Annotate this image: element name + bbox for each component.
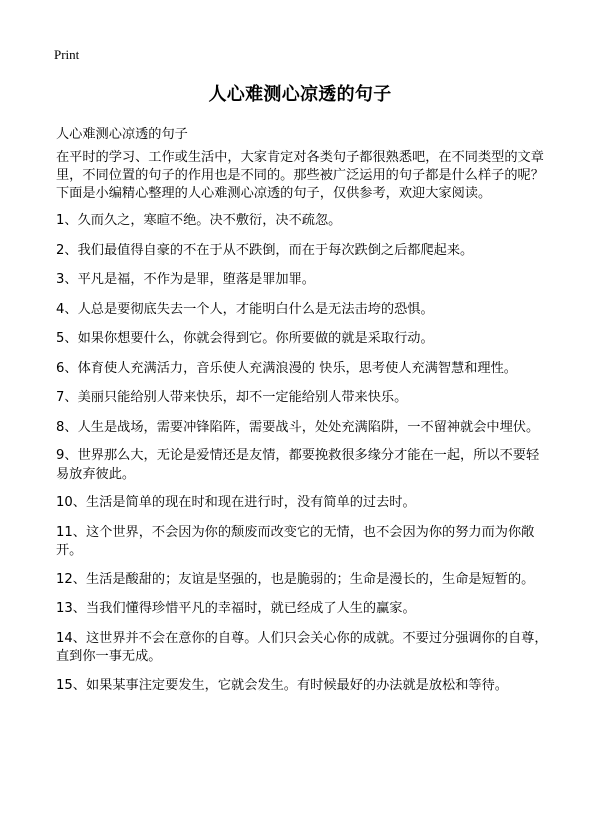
list-item: 10、生活是简单的现在时和现在进行时，没有简单的过去时。: [56, 495, 416, 510]
sentence-list: [56, 212, 552, 706]
print-link[interactable]: Print: [54, 47, 80, 62]
list-item: 15、如果某事注定要发生，它就会发生。有时候最好的办法就是放松和等待。: [56, 677, 508, 693]
list-item: 11、这个世界，不会因为你的颓废而改变它的无情，也不会因为你的努力而为你敞开。: [56, 524, 535, 558]
subtitle: 人心难测心凉透的句子: [56, 127, 188, 142]
list-item: 14、这世界并不会在意你的自尊。人们只会关心你的成就。不要过分强调你的自尊，直到你一事无成。: [56, 630, 548, 664]
list-item: 12、生活是酸甜的；友谊是坚强的，也是脆弱的；生命是漫长的，生命是短暂的。: [56, 571, 535, 587]
list-item: 5、如果你想要什么，你就会得到它。你所要做的就是采取行动。: [56, 331, 434, 346]
list-item: 9、世界那么大，无论是爱情还是友情，都要挽救很多缘分才能在一起，所以不要轻易放弃彼此。: [56, 448, 540, 482]
list-item: 3、平凡是福，不作为是罪，堕落是罪加罪。: [56, 272, 315, 287]
intro-paragraph: 在平时的学习、工作或生活中，大家肯定对各类句子都很熟悉吧，在不同类型的文章里，不同位置的句子的作用也是不同的。那些被广泛运用的句子都是什么样子的呢？下面是小编精心整理的人心难测心凉透的句子，仅供参考，欢迎大家阅读。: [56, 150, 544, 201]
list-item: 7、美丽只能给别人带来快乐，却不一定能给别人带来快乐。: [56, 390, 408, 405]
list-item: 2、我们最值得自豪的不在于从不跌倒，而在于每次跌倒之后都爬起来。: [56, 242, 474, 258]
page-title: 人心难测心凉透的句子: [208, 84, 392, 105]
list-item: 4、人总是要彻底失去一个人，才能明白什么是无法击垮的恐惧。: [56, 301, 434, 317]
list-item: 1、久而久之，寒暄不绝。决不敷衍，决不疏忽。: [56, 213, 342, 228]
list-item: 13、当我们懂得珍惜平凡的幸福时，就已经成了人生的赢家。: [56, 601, 416, 616]
list-item: 6、体育使人充满活力，音乐使人充满浪漫的 快乐，思考使人充满智慧和理性。: [56, 360, 517, 376]
list-item: 8、人生是战场，需要冲锋陷阵，需要战斗，处处充满陷阱，一不留神就会中埋伏。: [56, 419, 540, 435]
